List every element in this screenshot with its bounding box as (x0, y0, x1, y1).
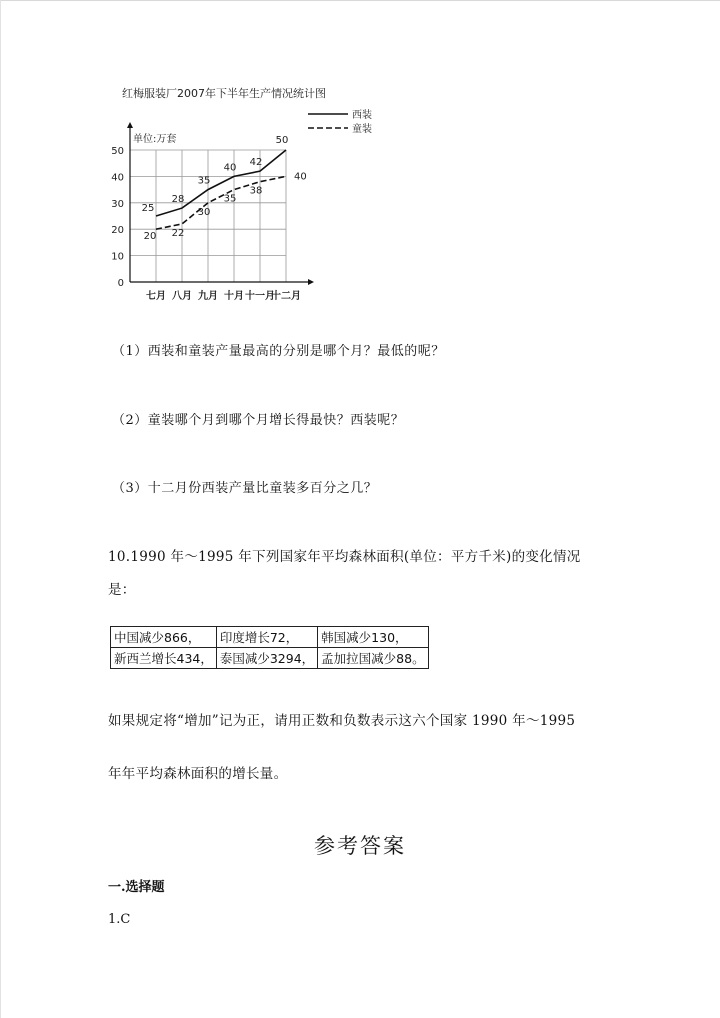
table-row (111, 648, 429, 669)
data-label: 25 (141, 203, 155, 214)
y-tick-label: 40 (111, 172, 124, 184)
table-cell: 新西兰增长434， (111, 648, 217, 669)
data-label: 35 (223, 193, 237, 205)
data-label: 50 (275, 135, 289, 146)
legend-label: 西装 (352, 110, 372, 121)
table-cell: 泰国减少3294， (216, 648, 317, 669)
chart-legend (308, 108, 372, 135)
instruction-text-cont: 年年平均森林面积的增长量。 (108, 766, 288, 782)
table-row (111, 627, 429, 648)
question-3: （3）十二月份西装产量比童装多百分之几？ (112, 481, 378, 496)
answer-key-title: 参考答案 (314, 834, 406, 858)
problem-10-text: 10.1990 年～1995 年下列国家年平均森林面积(单位：平方千米)的变化情况 (108, 549, 581, 565)
line-chart (100, 80, 372, 310)
x-tick-label: 十月 (224, 291, 244, 302)
table-cell: 印度增长72， (216, 627, 317, 648)
y-tick-label: 20 (111, 225, 124, 237)
question-1: （1）西装和童装产量最高的分别是哪个月？最低的呢？ (112, 344, 445, 359)
y-tick-label: 0 (117, 278, 124, 289)
series-line-suit (156, 150, 286, 216)
section-heading: 一.选择题 (108, 880, 165, 895)
data-label: 20 (143, 231, 157, 243)
answer-item: 1.C (108, 912, 131, 927)
table-cell: 孟加拉国减少88。 (318, 648, 428, 669)
y-tick-label: 30 (111, 198, 124, 210)
page-top-edge (0, 0, 720, 1)
x-tick-label: 十一月 (245, 291, 275, 302)
instruction-text: 如果规定将“增加”记为正，请用正数和负数表示这六个国家 1990 年～1995 (108, 713, 576, 729)
problem-10-text-cont: 是： (108, 582, 136, 598)
y-tick-label: 10 (111, 251, 124, 263)
forest-change-table (110, 626, 429, 669)
chart-unit-label: 单位:万套 (133, 134, 177, 145)
x-tick-labels (146, 289, 301, 302)
data-label: 35 (197, 175, 211, 187)
chart-title: 红梅服装厂2007年下半年生产情况统计图 (122, 87, 326, 100)
question-2: （2）童装哪个月到哪个月增长得最快？西装呢？ (112, 413, 405, 428)
data-labels (142, 135, 307, 242)
x-tick-label: 十二月 (271, 291, 301, 302)
data-label: 40 (223, 162, 237, 174)
data-label: 28 (171, 194, 185, 206)
x-tick-label: 七月 (146, 291, 166, 302)
y-axis-arrow (127, 122, 133, 128)
table-cell: 中国减少866， (111, 627, 217, 648)
y-tick-labels (111, 146, 124, 289)
y-tick-label: 50 (111, 146, 124, 157)
data-label: 40 (294, 171, 307, 183)
x-tick-label: 九月 (198, 291, 218, 302)
data-label: 42 (249, 157, 263, 169)
page-left-edge (0, 0, 1, 1018)
chart-series (156, 150, 286, 229)
x-tick-label: 八月 (172, 291, 192, 302)
data-label: 30 (197, 206, 211, 218)
x-axis-arrow (308, 279, 314, 285)
table-cell: 韩国减少130， (318, 627, 428, 648)
data-label: 38 (249, 185, 263, 197)
legend-label: 童装 (352, 124, 372, 135)
data-label: 22 (171, 227, 185, 239)
